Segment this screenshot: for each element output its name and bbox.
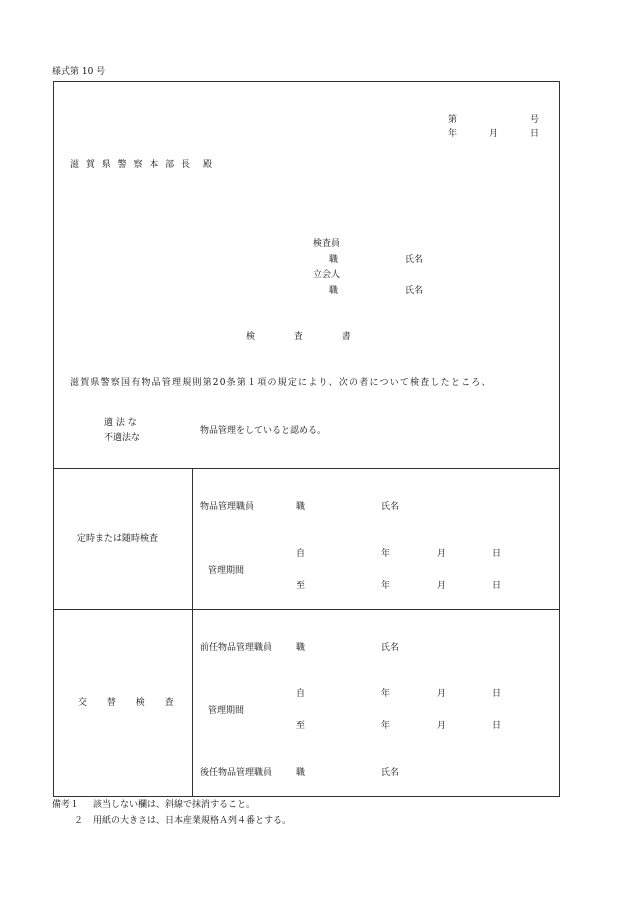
- inspector-name-label: 氏名: [405, 255, 424, 265]
- regular-position-label: 職: [296, 502, 306, 512]
- section-divider-top: [53, 468, 560, 469]
- handover-period-from: 自: [296, 689, 306, 699]
- regular-to-day: 日: [492, 581, 502, 591]
- note1-text: 該当しない欄は、斜線で抹消すること。: [93, 800, 256, 810]
- successor-officer-label: 後任物品管理職員: [200, 768, 273, 778]
- section-divider-middle: [53, 609, 560, 610]
- date-month: 月: [489, 129, 499, 139]
- note2-label: ２: [74, 816, 84, 826]
- document-title: 検 査 書: [246, 332, 351, 342]
- note2-text: 用紙の大きさは、日本産業規格Ａ列４番とする。: [93, 816, 292, 826]
- note1-label: 備考１: [52, 800, 80, 810]
- regular-period-label: 管理期間: [208, 566, 245, 576]
- handover-period-label: 管理期間: [208, 706, 245, 716]
- addressee: 滋 賀 県 警 察 本 部 長 殿: [70, 160, 215, 170]
- table-column-divider: [192, 468, 193, 797]
- judgment-option-proper: 適 法 な: [104, 418, 137, 428]
- witness-name-label: 氏名: [405, 286, 424, 296]
- date-day: 日: [530, 129, 540, 139]
- previous-name-label: 氏名: [381, 643, 400, 653]
- regular-inspection-label: 定時または随時検査: [77, 534, 159, 544]
- number-prefix: 第: [448, 115, 458, 125]
- previous-position-label: 職: [296, 643, 306, 653]
- regular-name-label: 氏名: [381, 502, 400, 512]
- regular-period-to: 至: [296, 581, 306, 591]
- handover-to-month: 月: [437, 721, 447, 731]
- judgment-option-improper: 不適法な: [104, 433, 141, 443]
- handover-inspection-label: 交 替 検 査: [78, 698, 174, 708]
- handover-from-year: 年: [381, 689, 391, 699]
- successor-name-label: 氏名: [381, 768, 400, 778]
- witness-position-label: 職: [329, 286, 339, 296]
- regular-from-year: 年: [381, 549, 391, 559]
- regular-to-year: 年: [381, 581, 391, 591]
- handover-to-year: 年: [381, 721, 391, 731]
- handover-period-to: 至: [296, 721, 306, 731]
- handover-from-day: 日: [492, 689, 502, 699]
- inspector-label: 検査員: [313, 239, 341, 249]
- regular-to-month: 月: [437, 581, 447, 591]
- regular-from-day: 日: [492, 549, 502, 559]
- number-suffix: 号: [530, 115, 540, 125]
- judgment-statement: 物品管理をしていると認める。: [200, 426, 327, 436]
- successor-position-label: 職: [296, 768, 306, 778]
- handover-from-month: 月: [437, 689, 447, 699]
- regular-period-from: 自: [296, 549, 306, 559]
- handover-to-day: 日: [492, 721, 502, 731]
- regular-officer-label: 物品管理職員: [200, 502, 255, 512]
- date-year: 年: [448, 129, 458, 139]
- regular-from-month: 月: [437, 549, 447, 559]
- body-text: 滋賀県警察国有物品管理規則第20条第１項の規定により、次の者について検査したところ、: [70, 378, 492, 388]
- inspector-position-label: 職: [329, 255, 339, 265]
- previous-officer-label: 前任物品管理職員: [200, 643, 273, 653]
- form-number: 様式第 10 号: [52, 67, 106, 77]
- witness-label: 立会人: [313, 270, 341, 280]
